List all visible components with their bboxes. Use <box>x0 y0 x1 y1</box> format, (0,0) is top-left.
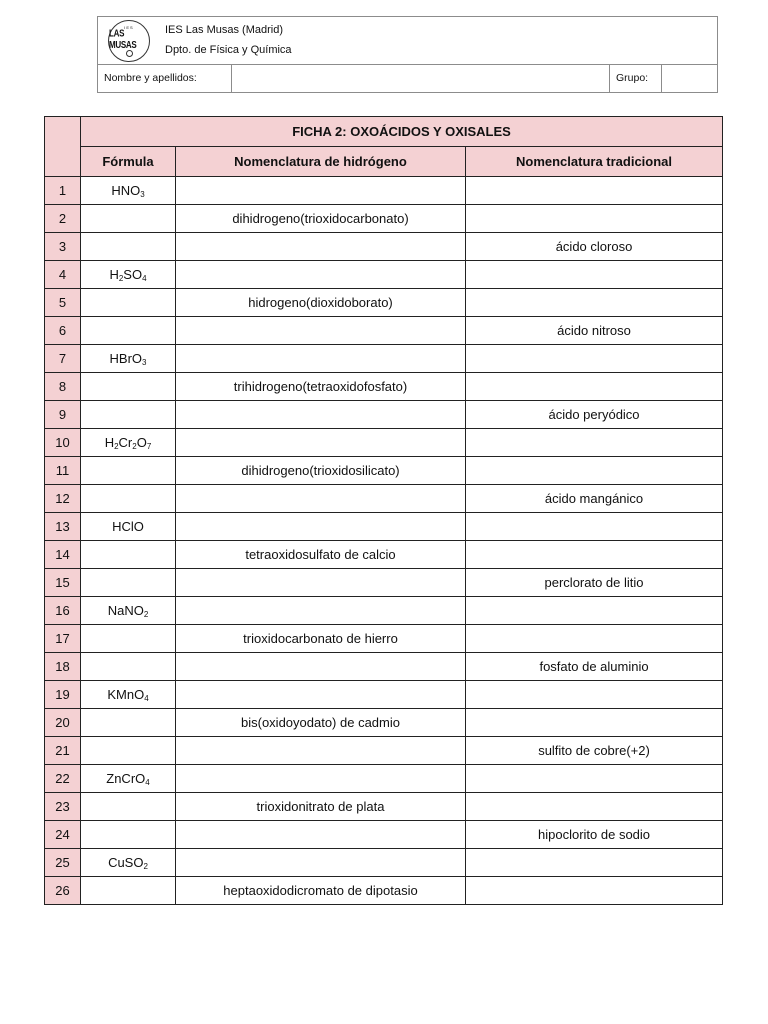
column-header-traditional-nomenclature: Nomenclatura tradicional <box>466 147 723 177</box>
student-info-row <box>98 65 717 93</box>
row-number: 20 <box>45 709 81 737</box>
row-number: 18 <box>45 653 81 681</box>
formula-subscript: 4 <box>142 274 147 283</box>
row-number: 15 <box>45 569 81 597</box>
traditional-nomenclature-cell: fosfato de aluminio <box>466 653 723 681</box>
formula-cell[interactable] <box>81 653 176 681</box>
table-row <box>45 429 723 457</box>
hydrogen-nomenclature-cell[interactable] <box>176 849 466 877</box>
row-number: 26 <box>45 877 81 905</box>
hydrogen-nomenclature-cell: trioxidonitrato de plata <box>176 793 466 821</box>
table-row <box>45 877 723 905</box>
table-row <box>45 569 723 597</box>
formula-subscript: 4 <box>145 778 150 787</box>
hydrogen-nomenclature-cell[interactable] <box>176 737 466 765</box>
logo-top-text: IES <box>124 25 134 30</box>
hydrogen-nomenclature-cell: trihidrogeno(tetraoxidofosfato) <box>176 373 466 401</box>
table-row <box>45 345 723 373</box>
table-row <box>45 485 723 513</box>
table-row <box>45 457 723 485</box>
table-row <box>45 625 723 653</box>
table-row <box>45 317 723 345</box>
hydrogen-nomenclature-cell[interactable] <box>176 345 466 373</box>
traditional-nomenclature-cell[interactable] <box>466 765 723 793</box>
row-number: 10 <box>45 429 81 457</box>
traditional-nomenclature-cell: ácido nitroso <box>466 317 723 345</box>
formula-cell[interactable] <box>81 737 176 765</box>
formula-cell <box>81 681 176 709</box>
table-row <box>45 597 723 625</box>
traditional-nomenclature-cell: ácido cloroso <box>466 233 723 261</box>
row-number: 2 <box>45 205 81 233</box>
formula-text: HClO <box>112 519 144 534</box>
table-row <box>45 653 723 681</box>
traditional-nomenclature-cell[interactable] <box>466 877 723 905</box>
formula-subscript: 3 <box>140 190 145 199</box>
table-row <box>45 681 723 709</box>
header-top <box>98 17 717 65</box>
table-row <box>45 821 723 849</box>
formula-cell[interactable] <box>81 401 176 429</box>
row-number: 17 <box>45 625 81 653</box>
hydrogen-nomenclature-cell[interactable] <box>176 513 466 541</box>
formula-cell[interactable] <box>81 485 176 513</box>
row-number: 23 <box>45 793 81 821</box>
row-number: 3 <box>45 233 81 261</box>
traditional-nomenclature-cell: sulfito de cobre(+2) <box>466 737 723 765</box>
formula-cell <box>81 765 176 793</box>
hydrogen-nomenclature-cell[interactable] <box>176 429 466 457</box>
name-label: Nombre y apellidos: <box>98 65 232 93</box>
formula-cell[interactable] <box>81 877 176 905</box>
table-row <box>45 541 723 569</box>
name-field[interactable] <box>232 65 610 93</box>
formula-subscript: 2 <box>143 862 148 871</box>
formula-cell[interactable] <box>81 289 176 317</box>
traditional-nomenclature-cell[interactable] <box>466 709 723 737</box>
row-number: 4 <box>45 261 81 289</box>
formula-cell <box>81 345 176 373</box>
hydrogen-nomenclature-cell: bis(oxidoyodato) de cadmio <box>176 709 466 737</box>
exercise-table <box>44 116 723 905</box>
row-number: 5 <box>45 289 81 317</box>
hydrogen-nomenclature-cell: hidrogeno(dioxidoborato) <box>176 289 466 317</box>
formula-text: H <box>104 435 115 450</box>
formula-text: KMnO <box>107 687 145 702</box>
formula-cell[interactable] <box>81 205 176 233</box>
table-row <box>45 709 723 737</box>
table-row <box>45 233 723 261</box>
formula-cell[interactable] <box>81 821 176 849</box>
hydrogen-nomenclature-cell: heptaoxidodicromato de dipotasio <box>176 877 466 905</box>
traditional-nomenclature-cell[interactable] <box>466 513 723 541</box>
formula-cell <box>81 849 176 877</box>
hydrogen-nomenclature-cell[interactable] <box>176 569 466 597</box>
row-number: 21 <box>45 737 81 765</box>
group-field[interactable] <box>662 65 718 93</box>
row-number: 11 <box>45 457 81 485</box>
formula-cell <box>81 429 176 457</box>
table-title: FICHA 2: OXOÁCIDOS Y OXISALES <box>81 117 723 147</box>
formula-cell[interactable] <box>81 373 176 401</box>
table-row <box>45 737 723 765</box>
table-row <box>45 849 723 877</box>
logo-emblem-icon <box>126 50 133 57</box>
formula-cell <box>81 261 176 289</box>
traditional-nomenclature-cell[interactable] <box>466 681 723 709</box>
formula-cell[interactable] <box>81 625 176 653</box>
row-number: 13 <box>45 513 81 541</box>
formula-text: HNO <box>111 183 141 198</box>
traditional-nomenclature-cell: ácido peryódico <box>466 401 723 429</box>
hydrogen-nomenclature-cell[interactable] <box>176 821 466 849</box>
row-number: 7 <box>45 345 81 373</box>
hydrogen-nomenclature-cell[interactable] <box>176 653 466 681</box>
row-number: 24 <box>45 821 81 849</box>
row-number: 25 <box>45 849 81 877</box>
formula-cell <box>81 513 176 541</box>
formula-subscript: 2 <box>118 274 124 283</box>
formula-cell[interactable] <box>81 233 176 261</box>
traditional-nomenclature-cell[interactable] <box>466 261 723 289</box>
formula-cell[interactable] <box>81 569 176 597</box>
traditional-nomenclature-cell[interactable] <box>466 177 723 205</box>
formula-cell[interactable] <box>81 541 176 569</box>
formula-text: Cr <box>118 435 133 450</box>
table-row <box>45 177 723 205</box>
traditional-nomenclature-cell[interactable] <box>466 345 723 373</box>
traditional-nomenclature-cell: hipoclorito de sodio <box>466 821 723 849</box>
row-number: 22 <box>45 765 81 793</box>
logo-name-text: LAS MUSAS <box>109 27 137 51</box>
table-row <box>45 765 723 793</box>
formula-subscript: 4 <box>144 694 149 703</box>
worksheet-header <box>97 16 718 93</box>
formula-text: ZnCrO <box>106 771 146 786</box>
column-header-formula: Fórmula <box>81 147 176 177</box>
traditional-nomenclature-cell[interactable] <box>466 289 723 317</box>
hydrogen-nomenclature-cell[interactable] <box>176 681 466 709</box>
formula-text: HBrO <box>109 351 143 366</box>
formula-subscript: 3 <box>142 358 147 367</box>
table-row <box>45 261 723 289</box>
traditional-nomenclature-cell[interactable] <box>466 793 723 821</box>
formula-cell <box>81 597 176 625</box>
table-row <box>45 513 723 541</box>
formula-subscript: 2 <box>114 442 119 451</box>
formula-text: O <box>136 435 147 450</box>
row-number: 1 <box>45 177 81 205</box>
number-header-cell <box>45 117 81 177</box>
formula-cell[interactable] <box>81 793 176 821</box>
table-row <box>45 373 723 401</box>
formula-cell <box>81 177 176 205</box>
traditional-nomenclature-cell: ácido mangánico <box>466 485 723 513</box>
formula-subscript: 7 <box>146 442 152 451</box>
hydrogen-nomenclature-cell[interactable] <box>176 177 466 205</box>
traditional-nomenclature-cell[interactable] <box>466 373 723 401</box>
table-row <box>45 793 723 821</box>
hydrogen-nomenclature-cell: trioxidocarbonato de hierro <box>176 625 466 653</box>
traditional-nomenclature-cell[interactable] <box>466 205 723 233</box>
formula-cell[interactable] <box>81 457 176 485</box>
hydrogen-nomenclature-cell[interactable] <box>176 597 466 625</box>
row-number: 14 <box>45 541 81 569</box>
row-number: 6 <box>45 317 81 345</box>
row-number: 8 <box>45 373 81 401</box>
group-label: Grupo: <box>610 65 662 93</box>
table-row <box>45 289 723 317</box>
school-logo-icon <box>108 20 150 62</box>
hydrogen-nomenclature-cell: tetraoxidosulfato de calcio <box>176 541 466 569</box>
traditional-nomenclature-cell[interactable] <box>466 625 723 653</box>
formula-text: H <box>109 267 119 282</box>
table-row <box>45 401 723 429</box>
hydrogen-nomenclature-cell[interactable] <box>176 317 466 345</box>
row-number: 12 <box>45 485 81 513</box>
hydrogen-nomenclature-cell[interactable] <box>176 401 466 429</box>
row-number: 19 <box>45 681 81 709</box>
formula-text: NaNO <box>107 603 144 618</box>
school-name: IES Las Musas (Madrid) <box>165 24 283 36</box>
hydrogen-nomenclature-cell: dihidrogeno(trioxidosilicato) <box>176 457 466 485</box>
department-name: Dpto. de Física y Química <box>165 44 292 56</box>
hydrogen-nomenclature-cell[interactable] <box>176 233 466 261</box>
traditional-nomenclature-cell[interactable] <box>466 457 723 485</box>
formula-subscript: 2 <box>143 610 149 619</box>
traditional-nomenclature-cell: perclorato de litio <box>466 569 723 597</box>
column-header-hydrogen-nomenclature: Nomenclatura de hidrógeno <box>176 147 466 177</box>
traditional-nomenclature-cell[interactable] <box>466 429 723 457</box>
row-number: 16 <box>45 597 81 625</box>
hydrogen-nomenclature-cell[interactable] <box>176 485 466 513</box>
table-body <box>45 177 723 905</box>
formula-subscript: 2 <box>132 442 137 451</box>
traditional-nomenclature-cell[interactable] <box>466 849 723 877</box>
traditional-nomenclature-cell[interactable] <box>466 541 723 569</box>
hydrogen-nomenclature-cell: dihidrogeno(trioxidocarbonato) <box>176 205 466 233</box>
formula-text: CuSO <box>108 855 144 870</box>
table-row <box>45 205 723 233</box>
formula-cell[interactable] <box>81 317 176 345</box>
hydrogen-nomenclature-cell[interactable] <box>176 765 466 793</box>
formula-cell[interactable] <box>81 709 176 737</box>
formula-text: SO <box>123 267 143 282</box>
row-number: 9 <box>45 401 81 429</box>
traditional-nomenclature-cell[interactable] <box>466 597 723 625</box>
hydrogen-nomenclature-cell[interactable] <box>176 261 466 289</box>
